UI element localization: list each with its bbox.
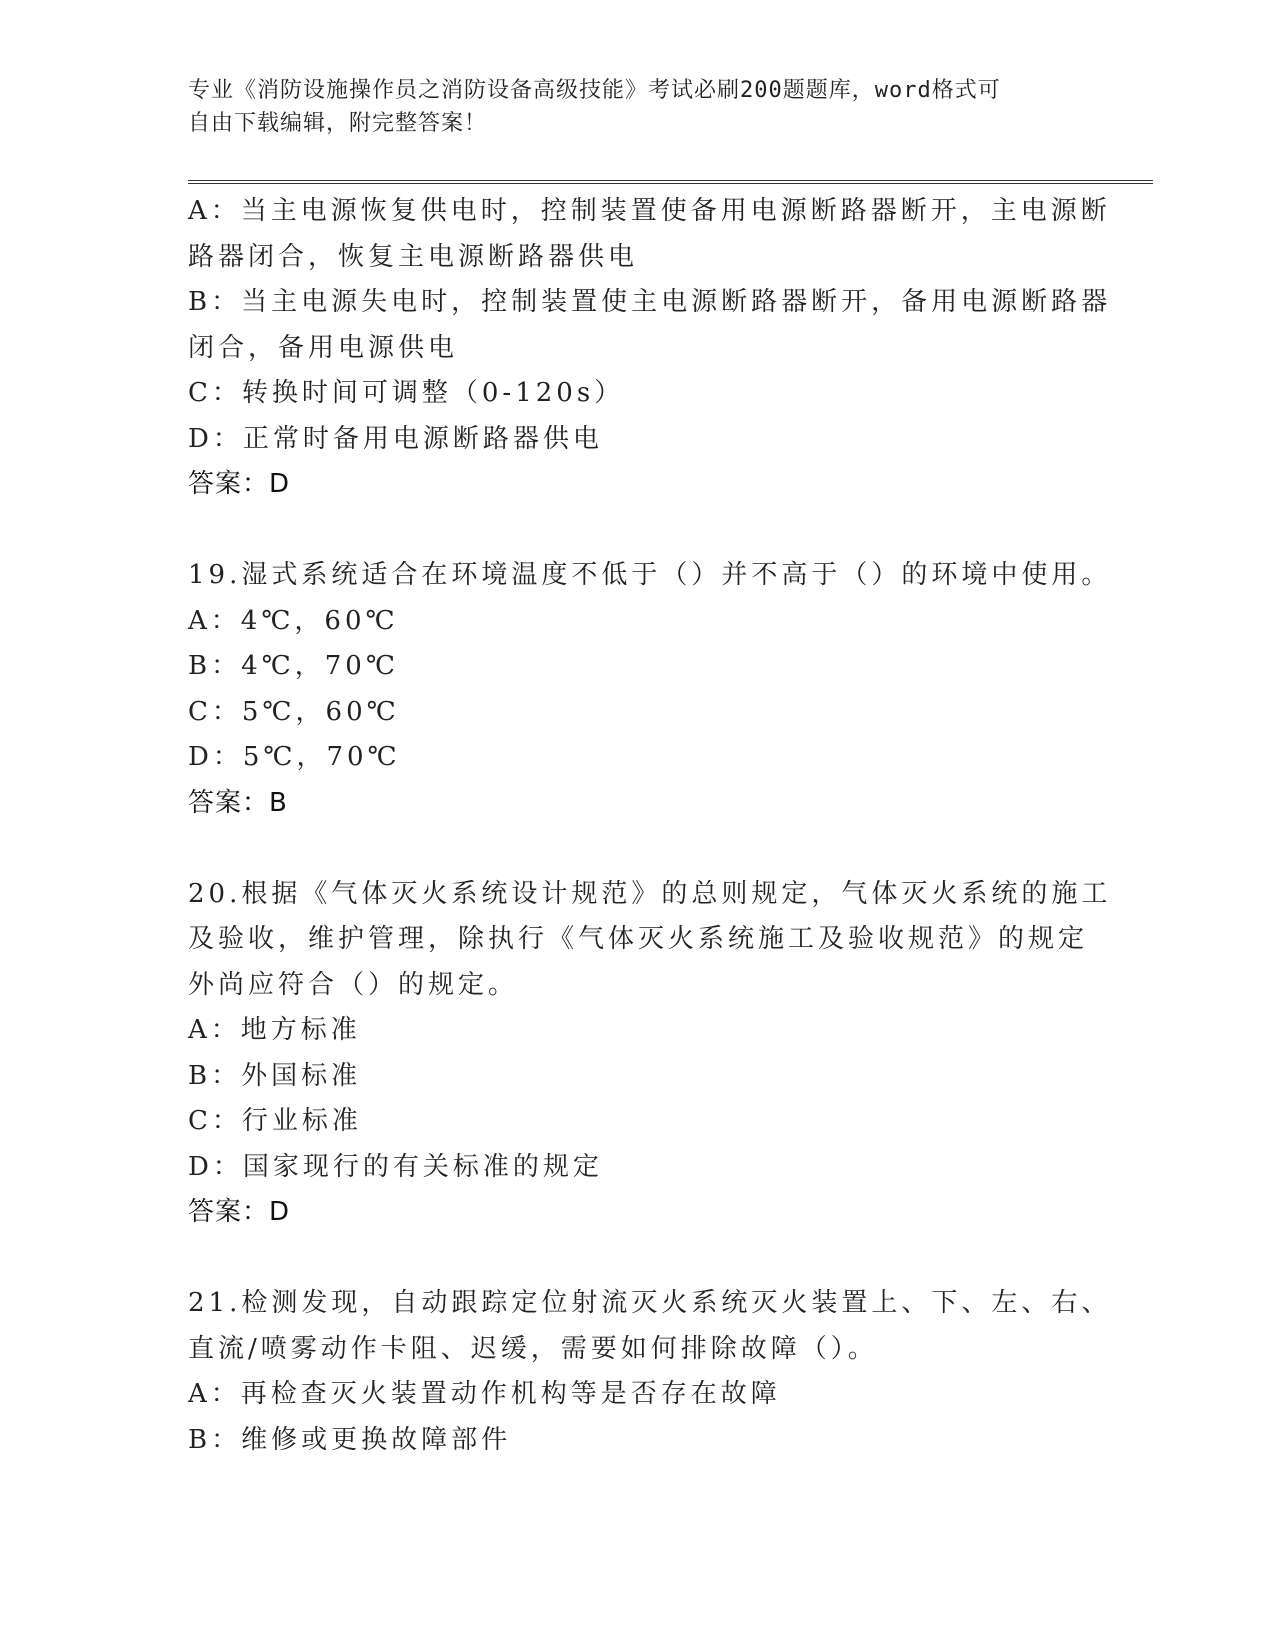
q18-option-a-line-2: 路器闭合，恢复主电源断路器供电 xyxy=(188,241,639,272)
q20-question-line-3: 外尚应符合（）的规定。 xyxy=(188,969,519,1000)
spacer xyxy=(188,1236,1088,1282)
q18-option-d: D：正常时备用电源断路器供电 xyxy=(188,423,603,454)
q18-option-a-line-1: A：当主电源恢复供电时，控制装置使备用电源断路器断开，主电源断 xyxy=(188,196,1111,226)
q19-option-a: A：4℃，60℃ xyxy=(188,605,399,636)
page-header xyxy=(188,74,1068,140)
q19-option-d: D：5℃，70℃ xyxy=(188,742,401,772)
header-divider xyxy=(188,180,1153,184)
question-list xyxy=(188,189,1112,1463)
header-line-2: 自由下载编辑，附完整答案！ xyxy=(188,111,488,136)
question-20-block xyxy=(188,872,1112,1236)
q21-option-b: B：维修或更换故障部件 xyxy=(188,1424,512,1455)
q19-answer: 答案：B xyxy=(188,787,288,818)
q20-option-b: B：外国标准 xyxy=(188,1060,362,1091)
question-21-block xyxy=(188,1281,1112,1463)
q19-question: 19.湿式系统适合在环境温度不低于（）并不高于（）的环境中使用。 xyxy=(188,560,1112,590)
q21-question-line-1: 21.检测发现，自动跟踪定位射流灭火系统灭火装置上、下、左、右、 xyxy=(188,1288,1112,1318)
q20-question-line-2: 及验收，维护管理，除执行《气体灭火系统施工及验收规范》的规定 xyxy=(188,924,1089,954)
spacer xyxy=(188,826,1088,872)
header-line-1: 专业《消防设施操作员之消防设备高级技能》考试必刷200题题库，word格式可 xyxy=(188,78,1001,103)
q18-option-b-line-2: 闭合，备用电源供电 xyxy=(188,332,459,363)
question-18-block xyxy=(188,189,1112,508)
q21-option-a: A：再检查灭火装置动作机构等是否存在故障 xyxy=(188,1379,781,1409)
q20-question-line-1: 20.根据《气体灭火系统设计规范》的总则规定，气体灭火系统的施工 xyxy=(188,878,1112,909)
q18-option-b-line-1: B：当主电源失电时，控制装置使主电源断路器断开，备用电源断路器 xyxy=(188,287,1112,317)
q18-option-c: C：转换时间可调整（0-120s） xyxy=(188,378,625,408)
q20-option-a: A：地方标准 xyxy=(188,1015,361,1045)
q19-option-b: B：4℃，70℃ xyxy=(188,651,399,681)
q20-answer: 答案：D xyxy=(188,1197,291,1227)
q20-option-c: C：行业标准 xyxy=(188,1106,362,1136)
q19-option-c: C：5℃，60℃ xyxy=(188,696,400,727)
q18-answer: 答案：D xyxy=(188,469,291,499)
question-19-block xyxy=(188,553,1112,826)
spacer xyxy=(188,508,1088,554)
q21-question-line-2: 直流/喷雾动作卡阻、迟缓，需要如何排除故障（）。 xyxy=(188,1333,878,1364)
q20-option-d: D：国家现行的有关标准的规定 xyxy=(188,1151,603,1182)
